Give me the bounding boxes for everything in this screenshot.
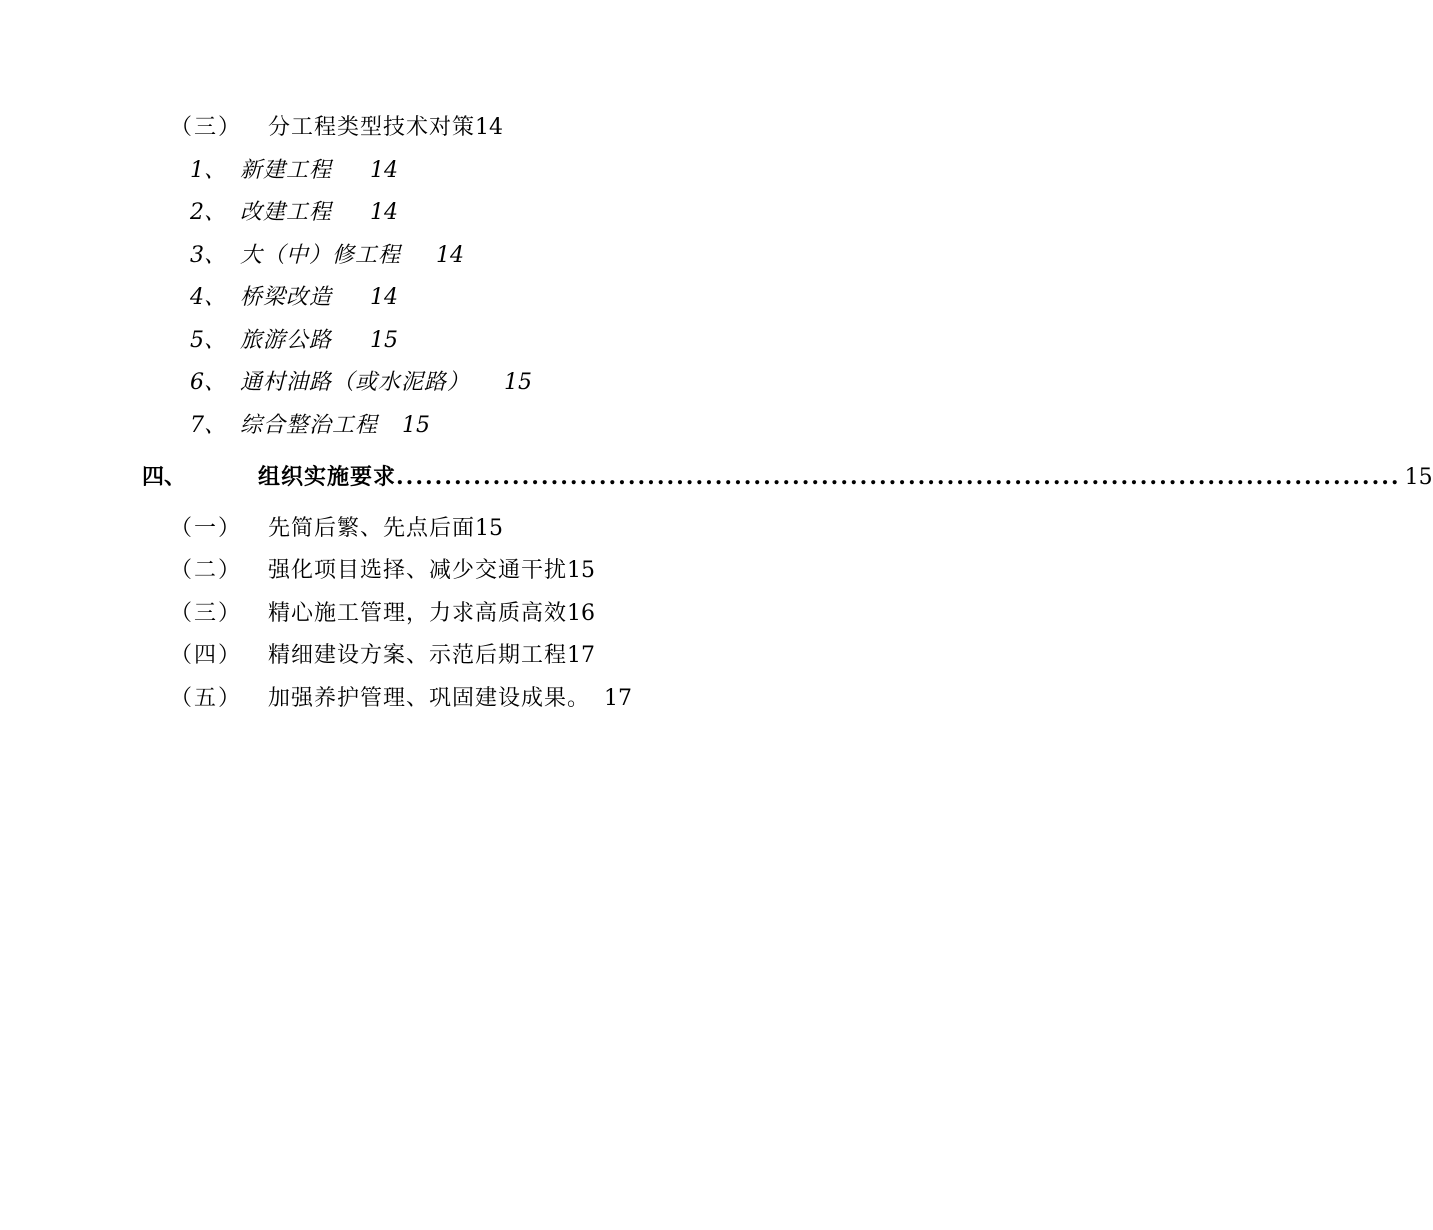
toc-entry-number: 6、 — [190, 370, 226, 395]
toc-entry-subsection-5[interactable] — [170, 685, 632, 713]
toc-entry-title: 加强养护管理、巩固建设成果。 — [268, 686, 591, 711]
toc-entry-section-3-3[interactable] — [170, 114, 503, 142]
toc-entry-title: 旅游公路 — [240, 328, 333, 353]
toc-entry-item-4[interactable] — [190, 284, 398, 312]
toc-chapter-number: 四、 — [142, 464, 187, 490]
toc-chapter-title: 组织实施要求 — [258, 464, 397, 490]
toc-entry-title: 分工程类型技术对策 — [268, 115, 476, 140]
toc-entry-item-1[interactable] — [190, 157, 398, 185]
toc-entry-number: （五） — [170, 686, 243, 711]
toc-entry-subsection-2[interactable] — [170, 557, 595, 585]
toc-entry-item-2[interactable] — [190, 199, 398, 227]
toc-entry-page: 15 — [475, 516, 504, 541]
toc-dot-leader: ........................................................................................................ — [396, 464, 1401, 490]
toc-entry-chapter-4[interactable] — [142, 463, 1433, 492]
toc-entry-subsection-4[interactable] — [170, 642, 595, 670]
toc-entry-page: 15 — [402, 413, 430, 438]
toc-entry-item-7[interactable] — [190, 412, 430, 440]
toc-entry-number: （一） — [170, 516, 243, 541]
toc-entry-title: 强化项目选择、减少交通干扰 — [268, 558, 568, 583]
toc-entry-number: 1、 — [190, 158, 226, 183]
toc-entry-number: 3、 — [190, 243, 226, 268]
toc-entry-item-5[interactable] — [190, 327, 398, 355]
toc-entry-page: 14 — [370, 285, 398, 310]
toc-entry-item-6[interactable] — [190, 369, 532, 397]
toc-entry-title: 通村油路（或水泥路） — [240, 370, 471, 395]
toc-entry-page: 14 — [370, 200, 398, 225]
toc-entry-page: 15 — [567, 558, 596, 583]
toc-entry-number: （三） — [170, 601, 243, 626]
toc-entry-number: （三） — [170, 115, 243, 140]
toc-entry-title: 新建工程 — [240, 158, 333, 183]
toc-entry-number: 7、 — [190, 413, 226, 438]
toc-entry-title: 精心施工管理，力求高质高效 — [268, 601, 568, 626]
toc-entry-page: 14 — [370, 158, 398, 183]
toc-entry-page: 17 — [567, 643, 596, 668]
toc-entry-number: （二） — [170, 558, 243, 583]
toc-entry-page: 15 — [370, 328, 398, 353]
toc-entry-title: 桥梁改造 — [240, 285, 333, 310]
toc-entry-title: 先简后繁、先点后面 — [268, 516, 476, 541]
toc-entry-page: 17 — [604, 686, 633, 711]
toc-entry-title: 改建工程 — [240, 200, 333, 225]
toc-chapter-page: 15 — [1404, 465, 1433, 490]
toc-entry-number: （四） — [170, 643, 243, 668]
toc-entry-subsection-3[interactable] — [170, 600, 595, 628]
toc-entry-number: 2、 — [190, 200, 226, 225]
toc-entry-title: 精细建设方案、示范后期工程 — [268, 643, 568, 668]
toc-entry-subsection-1[interactable] — [170, 515, 503, 543]
toc-entry-page: 16 — [567, 601, 596, 626]
toc-entry-number: 5、 — [190, 328, 226, 353]
toc-entry-title: 大（中）修工程 — [240, 243, 402, 268]
toc-entry-title: 综合整治工程 — [240, 413, 379, 438]
toc-entry-page: 14 — [436, 243, 464, 268]
toc-entry-page: 14 — [475, 115, 504, 140]
toc-entry-item-3[interactable] — [190, 242, 464, 270]
toc-entry-page: 15 — [504, 370, 532, 395]
toc-entry-number: 4、 — [190, 285, 226, 310]
